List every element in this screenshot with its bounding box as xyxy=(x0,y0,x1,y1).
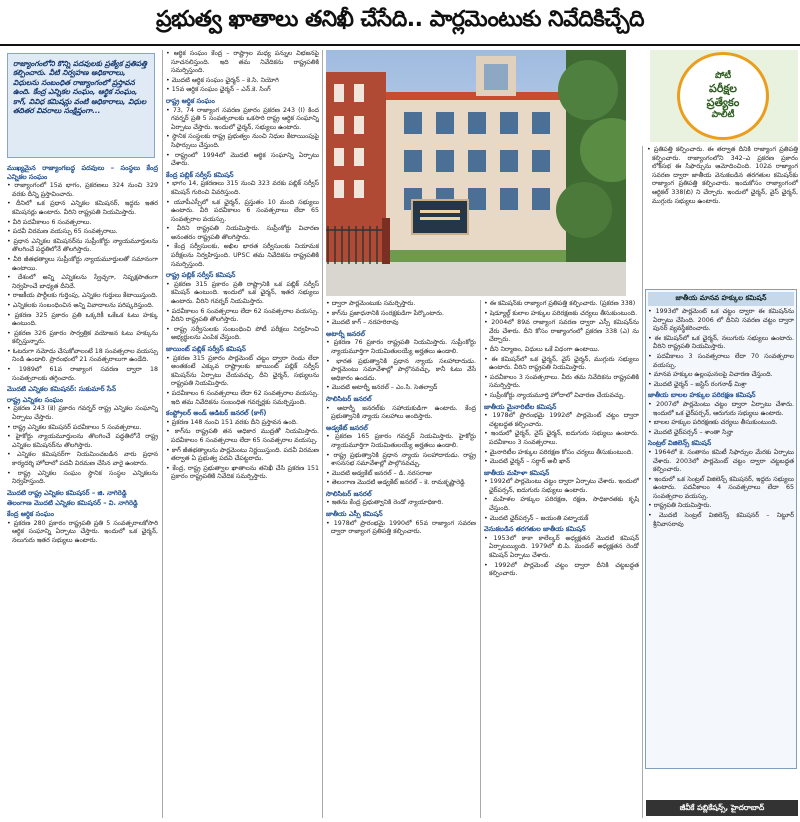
publisher-footer: జీవీకే పబ్లికేషన్స్, హైదరాబాద్ xyxy=(646,800,798,816)
bullet-point: • వీరి పదవీకాలం 6 సంవత్సరాలు. xyxy=(7,218,92,226)
bullet-point: • ప్రకరణ 76 ప్రకారం రాష్ట్రపతి నియమిస్తారు. సుప్రీంకోర్టు న్యాయమూర్తిగా నియమితులయ్యే అర్హతలు ఉండాలి. xyxy=(326,339,476,355)
bullet-point: • ఎన్నికలకు సంబంధించిన అన్ని వివాదాలను పరిష్కరిస్తుంది. xyxy=(7,301,154,309)
column-2 xyxy=(166,50,319,817)
bullet-point: • కేంద్ర, రాష్ట్ర ప్రభుత్వాల ఖాతాలను తనిఖీ చేసి ప్రకరణ 151 ప్రకారం రాష్ట్రపతికి నివేదిక సమర్పిస్తారు. xyxy=(166,464,319,481)
bullet-point: • 1992లో పార్లమెంట్ చట్టం ద్వారా దీనికి చట్టబద్ధత కల్పించారు. xyxy=(484,561,639,578)
section-heading: అడ్వకేట్ జనరల్ xyxy=(326,423,368,432)
bullet-point: • 1993లో పార్లమెంట్ ఒక చట్టం ద్వారా ఈ కమిషన్‌ను ఏర్పాటు చేసింది. 2006 లో దీనిని సవరణ చట్టం ద్వారా పునర్ వ్యవస్థీకరించారు. xyxy=(648,308,794,333)
bullet-point: • ప్రకరణ 315 ప్రకారం ప్రతి రాష్ట్రానికి ఒక పబ్లిక్ సర్వీస్ కమిషన్ ఉంటుంది. ఇందులో ఒక ఛైర్మన్, ఇతర సభ్యులు ఉంటారు. వీరిని గవర్నర్ నియమిస్తారు. xyxy=(166,280,319,306)
bullet-point: • మొదటి ఛైర్మన్ – సర్దార్ అలీ ఖాన్ xyxy=(484,458,571,466)
bullet-point: • దీనిలో ఒక ప్రధాన ఎన్నికల కమిషనర్, ఇద్దరు ఇతర కమిషనర్లు ఉంటారు. వీరిని రాష్ట్రపతి నియమిస్తారు. xyxy=(7,200,158,216)
section-heading: జాయింట్ పబ్లిక్ సర్వీస్ కమిషన్ xyxy=(166,345,246,353)
section-heading: వెనుకబడిన తరగతుల జాతీయ కమిషన్ xyxy=(484,525,586,534)
badge-line: పరీక్షల xyxy=(709,82,737,95)
bullet-point: • ఇందులో ఒక సెంట్రల్ విజిలెన్స్ కమిషనర్, ఇద్దరు సభ్యులు ఉంటారు. పదవీకాలం 4 సంవత్సరాలు లేదా 65 సంవత్సరాల వయస్సు. xyxy=(648,475,794,500)
bullet-point: • రాజ్యాంగంలో 15వ భాగం, ప్రకరణలు 324 నుంచి 329 వరకు దీన్ని ప్రస్తావించారు. xyxy=(7,182,158,198)
section-heading: రాష్ట్ర ఎన్నికల సంఘం xyxy=(7,395,63,404)
bullet-point: • మొదటి ఛైర్మన్ – జస్టిస్ రంగనాథ్ మిశ్రా xyxy=(648,380,747,388)
column-4 xyxy=(484,300,639,817)
bullet-point: • కాగ్ జీతభత్యాలను పార్లమెంటు నిర్ణయిస్తుంది. పదవీ విరమణ తర్వాత ఏ ప్రభుత్వ పదవి చేపట్టరాదు. xyxy=(166,446,319,463)
section-heading: అటార్నీ జనరల్ xyxy=(326,329,365,338)
bullet-point: • స్థానిక సంస్థలకు రాష్ట్ర ప్రభుత్వం నుంచి నిధుల కేటాయింపుపై సిఫార్సులు చేస్తుంది. xyxy=(166,133,319,149)
column-rule xyxy=(322,50,323,818)
badge-panel xyxy=(650,50,798,142)
bullet-point: • ఈ కమిషన్‌లో ఒక ఛైర్మన్, నలుగురు సభ్యులు ఉంటారు. వీరిని రాష్ట్రపతి నియమిస్తారు. xyxy=(648,334,794,351)
section-heading: రాష్ట్ర ఆర్థిక సంఘం xyxy=(166,96,215,105)
bullet-point: • బాలల హక్కుల పరిరక్షణకు చర్యలు తీసుకుంటుంది. xyxy=(648,419,778,427)
bullet-point: • సుప్రీంకోర్టు న్యాయమూర్తి హోదాలో విచారణ చేయవచ్చు. xyxy=(484,391,626,399)
bullet-point: • పదవీకాలం 6 సంవత్సరాలు లేదా 62 సంవత్సరాల వయస్సు. వీరిని రాష్ట్రపతి తొలగిస్తారు. xyxy=(166,307,319,324)
bullet-point: • యూపీఎస్సీలో ఒక ఛైర్మన్, ప్రస్తుతం 10 మంది సభ్యులు ఉంటారు. వీరి పదవీకాలం 6 సంవత్సరాలు లేదా 65 సంవత్సరాల వయస్సు. xyxy=(166,198,319,223)
bullet-point: • ఓటరుగా నమోదు చేసుకోవాలంటే 18 సంవత్సరాల వయస్సు నిండి ఉండాలి. ప్రారంభంలో 21 సంవత్సరాలుగా ఉండేది. xyxy=(7,347,158,364)
bullet-point: • ఈ కమిషన్‌కు రాజ్యాంగ ప్రతిపత్తి కల్పించారు. (ప్రకరణ 338) xyxy=(484,300,636,307)
bullet-point: • మొదటి అడ్వకేట్ జనరల్ – డి. నరసరాజు xyxy=(326,469,432,477)
section-heading: జాతీయ ఎస్సీ కమిషన్ xyxy=(326,510,383,519)
sidebar-box-body xyxy=(648,308,794,760)
bullet-point: • రాష్ట్ర ఎన్నికల కమిషనర్ పదవీకాలం 5 సంవత్సరాలు. xyxy=(7,423,142,431)
section-heading: రాష్ట్ర పబ్లిక్ సర్వీస్ కమిషన్ xyxy=(166,271,236,280)
bullet-point: • 1953లో కాకా కాలేల్కర్ అధ్యక్షతన మొదటి కమిషన్ ఏర్పాటయ్యింది. 1979లో బి.పి. మండల్ అధ్యక్షతన రెండో కమిషన్ ఏర్పాటు చేశారు. xyxy=(484,534,639,560)
section-heading: జాతీయ మహిళా కమిషన్ xyxy=(484,468,550,477)
sidebar-box-title: జాతీయ మానవ హక్కుల కమిషన్ xyxy=(648,292,794,306)
section-heading: సెంట్రల్ విజిలెన్స్ కమిషన్ xyxy=(648,439,712,448)
bullet-point: • 2007లో పార్లమెంటు చట్టం ద్వారా ఏర్పాటు చేశారు. ఇందులో ఒక ఛైర్‌పర్సన్, ఆరుగురు సభ్యులు ఉంటారు. xyxy=(648,400,794,417)
bullet-point: • భారత ప్రభుత్వానికి ప్రధాన న్యాయ సలహాదారుడు. పార్లమెంటు సమావేశాల్లో పాల్గొనవచ్చు, కానీ ఓటు వేసే అధికారం ఉండదు. xyxy=(326,357,476,382)
bullet-point: • ఎన్నికల కమిషనర్‌గా నియమించబడిన వారు ప్రధాన కార్యదర్శి హోదాలో పదవీ విరమణ చేసిన వారై ఉంటారు. xyxy=(7,451,158,467)
bullet-point: • మైనారిటీల హక్కుల పరిరక్షణ కోసం చర్యలు తీసుకుంటుంది. xyxy=(484,448,634,456)
section-heading: మొదటి ఎన్నికల కమిషనర్: సుకుమార్ సేన్ xyxy=(7,385,117,394)
section-heading: మొదటి రాష్ట్ర ఎన్నికల కమిషనర్ – జి. నాగిరెడ్డి xyxy=(7,488,127,497)
bullet-point: • ప్రకరణ 148 నుంచి 151 వరకు దీని ప్రస్తావన ఉంది. xyxy=(166,418,298,426)
bullet-point: • 1989లో 61వ రాజ్యాంగ సవరణ ద్వారా 18 సంవత్సరాలకు తగ్గించారు. xyxy=(7,366,158,382)
section-heading: సొలిసిటర్ జనరల్ xyxy=(326,394,372,403)
bullet-point: • తెలంగాణ మొదటి అడ్వకేట్ జనరల్ – కె. రామకృష్ణారెడ్డి xyxy=(326,479,465,487)
bullet-point: • 1978లో ప్రారంభమై 1992లో పార్లమెంట్ చట్టం ద్వారా చట్టబద్ధత కల్పించారు. xyxy=(484,412,639,428)
bullet-point: • మొదటి ఛైర్‌పర్సన్ – జయంతి పట్నాయక్ xyxy=(484,514,589,522)
badge-line: పోటీ xyxy=(714,71,732,81)
bullet-point: • రాష్ట్రంలో 1994లో మొదటి ఆర్థిక సంఘాన్ని ఏర్పాటు చేశారు. xyxy=(166,151,319,168)
bullet-point: • ఆర్థిక సంఘం కేంద్ర – రాష్ట్రాల మధ్య పన్నుల విభజనపై సూచనలిస్తుంది. ఇది తమ నివేదికను రాష్ట్రపతికి సమర్పిస్తుంది. xyxy=(166,50,319,75)
bullet-point: • ద్వారా పార్లమెంటుకు సమర్పిస్తారు. xyxy=(326,300,416,307)
section-heading: కేంద్ర పబ్లిక్ సర్వీస్ కమిషన్ xyxy=(166,170,234,179)
bullet-point: • కాగ్‌ను ప్రజాధనానికి సంరక్షకుడిగా పేర్కొంటారు. xyxy=(326,309,444,317)
column-3 xyxy=(326,300,476,817)
building-photo-svg xyxy=(326,50,626,296)
section-heading: సొలిసిటర్ జనరల్ xyxy=(326,489,372,498)
bullet-point: • ప్రకరణ 315 ప్రకారం పార్లమెంట్ చట్టం ద్వారా రెండు లేదా అంతకంటే ఎక్కువ రాష్ట్రాలకు జాయింట్ పబ్లిక్ సర్వీస్ కమిషన్‌ను ఏర్పాటు చేయవచ్చు. దీని ఛైర్మన్, సభ్యులను రాష్ట్రపతి నియమిస్తారు. xyxy=(166,354,319,388)
section-heading: తెలంగాణ మొదటి ఎన్నికల కమిషనర్ – వి. నాగిరెడ్డి xyxy=(7,499,138,508)
column-rule xyxy=(162,50,163,818)
bullet-point: • కాగ్‌ను రాష్ట్రపతి తన అధికార ముద్రతో నియమిస్తారు. పదవీకాలం 6 సంవత్సరాలు లేదా 65 సంవత్సరాల వయస్సు. xyxy=(166,428,319,444)
intro-box: రాజ్యాంగంలోని కొన్ని పదవులకు ప్రత్యేక ప్రతిపత్తి కల్పించారు. వీటి నిర్వహణ అధికారాలు, విధులను సంబంధిత రాజ్యాంగంలో ప్రస్తావన ఉంది. కేంద్ర ఎన్నికల సంఘం, ఆర్థిక సంఘం, కాగ్, వివిధ కమిషన్లు వంటి అధికారాలు, విధుల తదితర వివరాలు సంక్షిప్తంగా... xyxy=(7,53,155,158)
headline: ప్రభుత్వ ఖాతాలు తనిఖీ చేసేది.. పార్లమెంటుకు నివేదికిచ్చేది xyxy=(0,0,800,46)
bullet-point: • ప్రకరణ 243 (కె) ప్రకారం గవర్నర్ రాష్ట్ర ఎన్నికల సంఘాన్ని ఏర్పాటు చేస్తారు. xyxy=(7,405,158,422)
bullet-point: • ప్రకరణ 165 ప్రకారం గవర్నర్ నియమిస్తారు. హైకోర్టు న్యాయమూర్తిగా నియమితులయ్యే అర్హతలు ఉండాలి. xyxy=(326,433,476,449)
bullet-point: • మొదటి అటార్నీ జనరల్ – ఎం.సి. సెతల్వాద్ xyxy=(326,384,438,392)
bullet-point: • మొదటి ఛైర్‌పర్సన్ – శాంతా సిన్హా xyxy=(648,428,734,436)
section-heading: జాతీయ మైనారిటీల కమిషన్ xyxy=(484,402,557,411)
bullet-point: • దీని నిర్మాణం, విధులు ఒకే విధంగా ఉంటాయి. xyxy=(484,345,600,353)
bullet-point: • మహిళల హక్కుల పరిరక్షణ, రక్షణ, సాధికారతకు కృషి చేస్తుంది. xyxy=(484,496,639,513)
column-5 xyxy=(647,146,798,286)
badge-line: ప్రత్యేకం xyxy=(706,96,740,109)
bullet-point: • మొదటి సెంట్రల్ విజిలెన్స్ కమిషనర్ – నిట్టూర్ శ్రీనివాసరావు xyxy=(648,512,794,528)
bullet-point: • 73, 74 రాజ్యాంగ సవరణ ప్రకారం ప్రకరణ 243 (I) కింద గవర్నర్ ప్రతి 5 సంవత్సరాలకు ఒకసారి రాష్ట్ర ఆర్థిక సంఘాన్ని ఏర్పాటు చేస్తారు. ఇందులో ఛైర్మన్, సభ్యులు ఉంటారు. xyxy=(166,106,319,131)
bullet-point: • మానవ హక్కుల ఉల్లంఘనలపై విచారణ చేస్తుంది. xyxy=(648,371,773,379)
bullet-point: • రాష్ట్రపతి నియమిస్తారు. xyxy=(648,502,712,510)
bullet-point: • దేశంలో అన్ని ఎన్నికలను స్వేచ్ఛగా, నిష్పక్షపాతంగా నిర్వహించే బాధ్యత దీనిదే. xyxy=(7,274,158,290)
section-heading: కేంద్ర ఆర్థిక సంఘం xyxy=(7,509,54,518)
column-rule xyxy=(642,146,643,818)
bullet-point: • వీరి జీతభత్యాలు సుప్రీంకోర్టు న్యాయమూర్తులతో సమానంగా ఉంటాయి. xyxy=(7,255,158,272)
section-heading: ముఖ్యమైన రాజ్యాంగబద్ధ పదవులు – సంస్థలు కేంద్ర ఎన్నికల సంఘం xyxy=(7,164,158,181)
bullet-point: • ప్రకరణ 325 ప్రకారం ప్రతి ఒక్కరికీ ఒకేఒక ఓటు హక్కు ఉంటుంది. xyxy=(7,311,158,328)
bullet-point: • పదవీకాలం 3 సంవత్సరాలు. వీరు తమ నివేదికను రాష్ట్రపతికి సమర్పిస్తారు. xyxy=(484,373,639,390)
building-photo xyxy=(326,50,626,296)
badge-line: పాలిటీ xyxy=(711,110,735,120)
bullet-point: • పదవీకాలం 3 సంవత్సరాలు లేదా 70 సంవత్సరాల వయస్సు. xyxy=(648,352,794,369)
bullet-point: • ప్రతిపత్తి కల్పించారు. ఈ తర్వాత దీనికి రాజ్యాంగ ప్రతిపత్తి కల్పించారు. రాజ్యాంగంలోని 342–ఎ ప్రకరణ ప్రకారం లోక్‌సభ ఈ సిఫార్సును ఆమోదించింది. 102వ రాజ్యాంగ సవరణ ద్వారా జాతీయ వెనుకబడిన తరగతుల కమిషన్‌కు రాజ్యాంగ ప్రతిపత్తి కల్పించారు. ఇందుకోసం రాజ్యాంగంలో ఆర్టికల్ 338(బి) ని చేర్చారు. ఇందులో ఛైర్మన్, వైస్ ఛైర్మన్, ముగ్గురు సభ్యులు ఉంటారు. xyxy=(647,146,798,205)
bullet-point: • ప్రకరణ 326 ప్రకారం సార్వత్రిక వయోజన ఓటు హక్కును కల్పిస్తున్నారు. xyxy=(7,329,158,346)
bullet-point: • ఈ కమిషన్‌లో ఒక ఛైర్మన్, వైస్ ఛైర్మన్, ముగ్గురు సభ్యులు ఉంటారు. వీరిని రాష్ట్రపతి నియమిస్తారు. xyxy=(484,355,639,372)
column-rule xyxy=(480,300,481,818)
section-heading: జాతీయ బాలల హక్కుల పరిరక్షణ కమిషన్ xyxy=(648,391,756,400)
bullet-point: • 1964లో కె. సంతానం కమిటీ సిఫార్సుల మేరకు ఏర్పాటు చేశారు. 2003లో పార్లమెంట్ చట్టం ద్వారా చట్టబద్ధత కల్పించారు. xyxy=(648,448,794,474)
topic-badge xyxy=(677,52,769,140)
bullet-point: • రాష్ట్ర ఎన్నికల సంఘం స్థానిక సంస్థల ఎన్నికలను నిర్వహిస్తుంది. xyxy=(7,469,158,486)
section-heading: కంప్ట్రోలర్ అండ్ ఆడిటర్ జనరల్ (కాగ్) xyxy=(166,409,267,418)
bullet-point: • భాగం 14, ప్రకరణలు 315 నుంచి 323 వరకు పబ్లిక్ సర్వీస్ కమిషన్ గురించి వివరిస్తుంది. xyxy=(166,180,319,196)
bullet-point: • ప్రకరణ 280 ప్రకారం రాష్ట్రపతి ప్రతి 5 సంవత్సరాలకోసారి ఆర్థిక సంఘాన్ని ఏర్పాటు చేస్తారు. ఇందులో ఒక ఛైర్మన్, నలుగురు ఇతర సభ్యులు ఉంటారు. xyxy=(7,519,158,544)
bullet-point: • పదవీకాలం 6 సంవత్సరాలు లేదా 62 సంవత్సరాల వయస్సు. ఇది తమ నివేదికను సంబంధిత గవర్నర్లకు సమర్పిస్తుంది. xyxy=(166,389,319,406)
bullet-point: • 15వ ఆర్థిక సంఘం ఛైర్మన్ – ఎన్.కె. సింగ్ xyxy=(166,86,271,94)
bullet-point: • హైకోర్టు న్యాయమూర్తులను తొలగించే పద్ధతిలోనే రాష్ట్ర ఎన్నికల కమిషనర్‌ను తొలగిస్తారు. xyxy=(7,433,158,449)
bullet-point: • అటార్నీ జనరల్‌కు సహాయకుడిగా ఉంటారు. కేంద్ర ప్రభుత్వానికి న్యాయ సలహాలు అందిస్తారు. xyxy=(326,404,476,421)
bullet-point: • షెడ్యూల్డ్ కులాల హక్కుల పరిరక్షణకు చర్యలు తీసుకుంటుంది. xyxy=(484,309,638,317)
bullet-point: • 1992లో పార్లమెంటు చట్టం ద్వారా ఏర్పాటు చేశారు. ఇందులో ఛైర్‌పర్సన్, ఐదుగురు సభ్యులు ఉంటారు. xyxy=(484,478,639,494)
bullet-point: • వీరిని రాష్ట్రపతి నియమిస్తారు. సుప్రీంకోర్టు విచారణ అనంతరం రాష్ట్రపతి తొలగిస్తారు. xyxy=(166,225,319,241)
bullet-point: • 2004లో 89వ రాజ్యాంగ సవరణ ద్వారా ఎస్సీ కమిషన్‌ను వేరు చేశారు. దీని కోసం రాజ్యాంగంలో ప్రకరణ 338 (ఎ) ను చేర్చారు. xyxy=(484,319,639,344)
bullet-point: • 1978లో ప్రారంభమై 1990లో 65వ రాజ్యాంగ సవరణ ద్వారా రాజ్యాంగ ప్రతిపత్తి కల్పించారు. xyxy=(326,519,476,536)
bullet-point: • రాజకీయ పార్టీలకు గుర్తింపు, ఎన్నికల గుర్తులు కేటాయిస్తుంది. xyxy=(7,292,158,300)
bullet-point: • రాష్ట్ర ప్రభుత్వానికి ప్రధాన న్యాయ సలహాదారుడు. రాష్ట్ర శాసనసభ సమావేశాల్లో పాల్గొనవచ్చు. xyxy=(326,451,476,468)
bullet-point: • ఇందులో ఛైర్మన్, వైస్ ఛైర్మన్, ఐదుగురు సభ్యులు ఉంటారు. పదవీకాలం 3 సంవత్సరాలు. xyxy=(484,430,639,446)
bullet-point: • మొదటి కాగ్ – నరహరిరావు xyxy=(326,319,399,327)
bullet-point: • మొదటి ఆర్థిక సంఘం ఛైర్మన్ – కె.సి. నియోగి xyxy=(166,76,279,84)
bullet-point: • పదవీ విరమణ వయస్సు 65 సంవత్సరాలు. xyxy=(7,228,118,236)
column-1 xyxy=(7,162,158,817)
bullet-point: • రాష్ట్ర సర్వీసులకు సంబంధించి పోటీ పరీక్షలు నిర్వహించి అభ్యర్థులను ఎంపిక చేస్తుంది. xyxy=(166,325,319,342)
sidebar-box xyxy=(645,289,797,769)
bullet-point: • కేంద్ర సర్వీసులకు, అఖిల భారత సర్వీసులకు నియామక పరీక్షలను నిర్వహిస్తుంది. UPSC తమ నివేదికను రాష్ట్రపతికి సమర్పిస్తుంది. xyxy=(166,243,319,268)
bullet-point: • ఇతను కేంద్ర ప్రభుత్వానికి రెండో న్యాయాధికారి. xyxy=(326,499,444,507)
bullet-point: • ప్రధాన ఎన్నికల కమిషనర్‌ను సుప్రీంకోర్టు న్యాయమూర్తులను తొలగించే పద్ధతిలోనే తొలగిస్తారు. xyxy=(7,237,158,254)
